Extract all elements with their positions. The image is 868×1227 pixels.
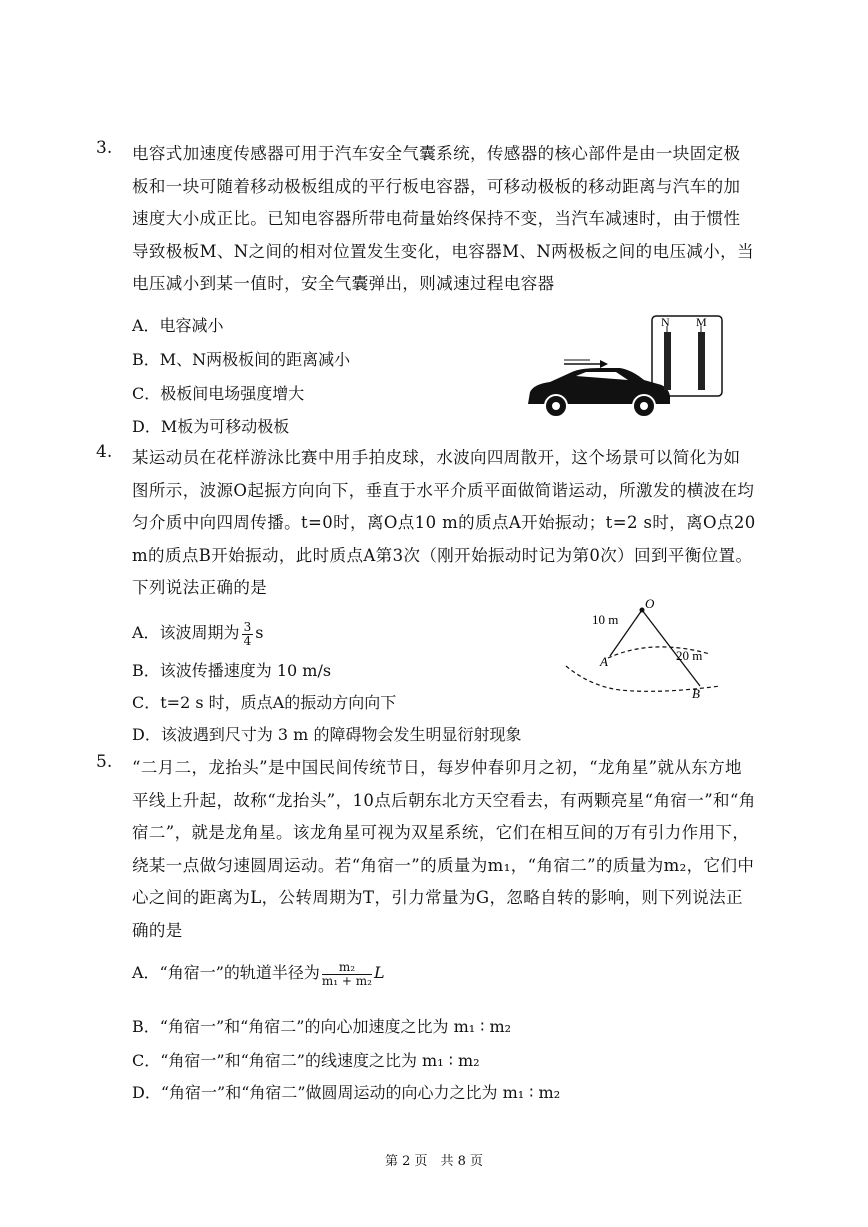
label-a: A bbox=[600, 654, 608, 669]
question-number: 3. bbox=[96, 138, 113, 158]
radius-fraction: $\frac{\text{m₂}}{\text{m₁ + m₂}}$ bbox=[321, 959, 372, 988]
q3-option-c: C．极板间电场强度增大 bbox=[132, 384, 305, 403]
q3-option-a: A．电容减小 bbox=[132, 316, 224, 335]
q4-option-c: C．t=2 s 时，质点A的振动方向向下 bbox=[132, 693, 397, 712]
label-20m: 20 m bbox=[676, 648, 703, 663]
q4-option-b: B．该波传播速度为 10 m/s bbox=[132, 661, 332, 680]
question-stem: 电容式加速度传感器可用于汽车安全气囊系统，传感器的核心部件是由一块固定极板和一块可随着移动极板组成的平行板电容器，可移动极板的移动距离与汽车的加速度大小成正比。已知电容器所带电荷量始终保持不变，当汽车减速时，由于惯性导致极板M、N之间的相对位置发生变化，电容器M、N两极板之间的电压减小，当电压减小到某一值时，安全气囊弹出，则减速过程电容器 bbox=[132, 144, 754, 293]
q4-option-a bbox=[132, 620, 263, 647]
option-a-text: A．“角宿一”的轨道半径为 bbox=[132, 963, 320, 982]
plate-n bbox=[664, 332, 671, 390]
option-a-suffix: L bbox=[373, 963, 385, 982]
question-3 bbox=[96, 138, 756, 301]
plate-m bbox=[698, 332, 705, 390]
question-stem: “二月二，龙抬头”是中国民间传统节日，每岁仲春卯月之初，“龙角星”就从东方地平线上升起，故称“龙抬头”，10点后朝东北方天空看去，有两颗亮星“角宿一”和“角宿二”，就是龙角星。该龙角星可视为双星系统，它们在相互间的万有引力作用下，绕某一点做匀速圆周运动。若“角宿一”的质量为m₁，“角宿二”的质量为m₂，它们中心之间的距离为L，公转周期为T，引力常量为G，忽略自转的影响，则下列说法正确的是 bbox=[132, 758, 756, 940]
q5-option-b: B．“角宿一”和“角宿二”的向心加速度之比为 m₁ ∶ m₂ bbox=[132, 1017, 512, 1036]
option-a-text: A．该波周期为 bbox=[132, 623, 240, 642]
question-number: 5. bbox=[96, 752, 113, 772]
label-b: B bbox=[692, 686, 700, 701]
wave-figure bbox=[560, 598, 760, 708]
label-10m: 10 m bbox=[592, 612, 619, 627]
q3-option-d: D．M板为可移动极板 bbox=[132, 417, 290, 436]
question-4 bbox=[96, 442, 756, 605]
q5-option-a bbox=[132, 960, 385, 987]
q5-option-d: D．“角宿一”和“角宿二”做圆周运动的向心力之比为 m₁ ∶ m₂ bbox=[132, 1083, 561, 1102]
page-footer: 第 2 页 共 8 页 bbox=[384, 1154, 484, 1169]
q3-option-b: B．M、N两极板间的距离减小 bbox=[132, 350, 351, 369]
label-o: O bbox=[645, 598, 655, 611]
label-m: M bbox=[696, 315, 707, 329]
q4-option-d: D．该波遇到尺寸为 3 m 的障碍物会发生明显衍射现象 bbox=[132, 725, 522, 744]
question-number: 4. bbox=[96, 442, 113, 462]
question-5 bbox=[96, 752, 756, 947]
period-fraction: $\frac{3}{4}$ bbox=[243, 619, 252, 648]
question-stem: 某运动员在花样游泳比赛中用手拍皮球，水波向四周散开，这个场景可以简化为如图所示，波源O起振方向向下，垂直于水平介质平面做简谐运动，所激发的横波在均匀介质中向四周传播。t=0时，离O点10 m的质点A开始振动；t=2 s时，离O点20 m的质点B开始振动，此时质点A第3次（刚开始振动时记为第0次）回到平衡位置。下列说法正确的是 bbox=[132, 448, 756, 597]
label-n: N bbox=[661, 315, 670, 329]
q5-option-c: C．“角宿一”和“角宿二”的线速度之比为 m₁ ∶ m₂ bbox=[132, 1051, 480, 1070]
car-capacitor-figure bbox=[520, 312, 730, 432]
option-a-unit: s bbox=[255, 623, 264, 642]
